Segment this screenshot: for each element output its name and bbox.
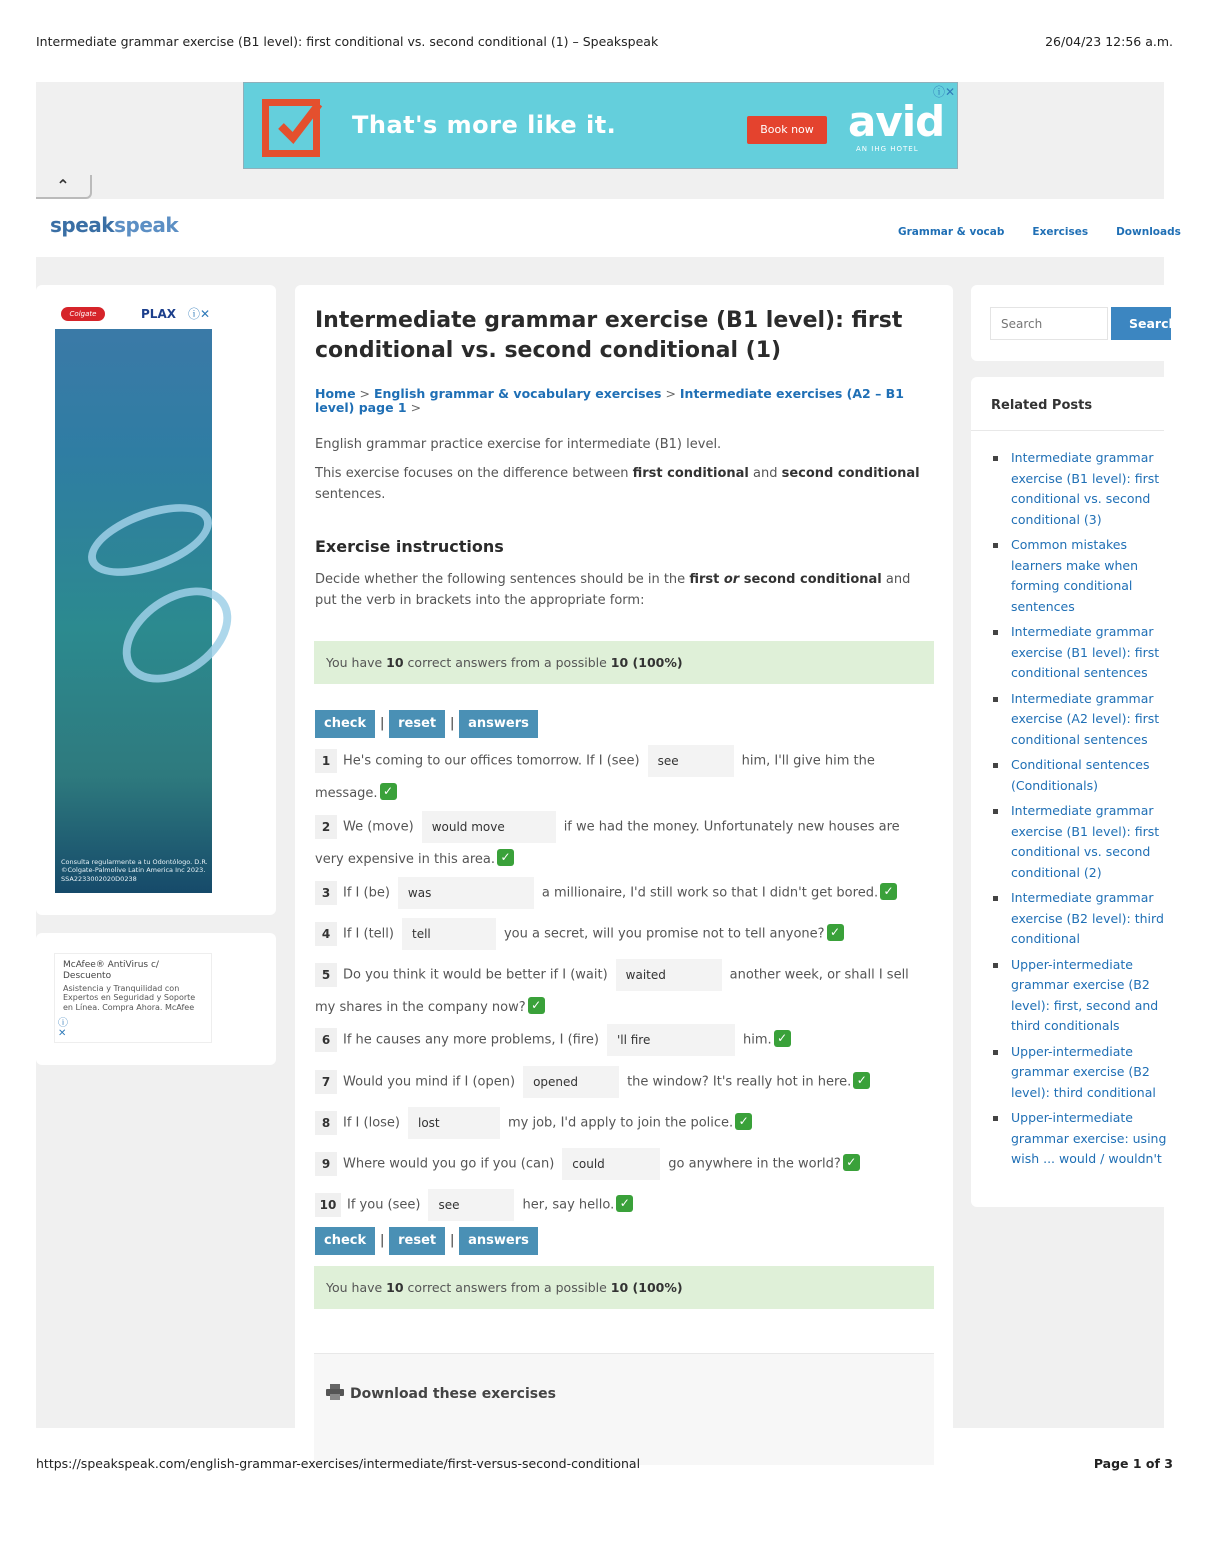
related-post-line: forming conditional	[1011, 578, 1133, 593]
logo-part-2: speak	[114, 213, 179, 237]
correct-check-icon: ✓	[528, 997, 545, 1014]
left-sidebar-ad-box	[36, 285, 276, 915]
question-4: 4 If I (tell) tell you a secret, will you promise not to tell anyone? ✓	[315, 918, 930, 951]
related-post-line: conditional vs. second	[1011, 491, 1151, 506]
mcafee-ad-body: Asistencia y Tranquilidad con Expertos en Seguridad y Soporte en Línea. Compra Ahora. McAfee	[63, 983, 196, 1012]
print-footer-page: Page 1 of 3	[1093, 1456, 1173, 1471]
question-1: 1 He's coming to our offices tomorrow. If I (see) see him, I'll give him the message. ✓	[315, 745, 930, 810]
answer-input[interactable]: see	[428, 1189, 514, 1221]
answer-input[interactable]: was	[398, 877, 534, 909]
question-3: 3 If I (be) was a millionaire, I'd still work so that I didn't get bored. ✓	[315, 877, 930, 910]
question-2: 2 We (move) would move if we had the money. Unfortunately new houses are very expensive in this area. ✓	[315, 811, 930, 876]
related-post-line: grammar exercise (B2	[1011, 1064, 1150, 1079]
page-title: Intermediate grammar exercise (B1 level): first conditional vs. second conditional (1)	[315, 308, 903, 364]
ad-brand-subtitle: AN IHG HOTEL	[856, 145, 919, 153]
nav-exercises[interactable]: Exercises	[1032, 226, 1089, 238]
question-10: 10 If you (see) see her, say hello. ✓	[315, 1189, 930, 1222]
search-button[interactable]: Search	[1111, 307, 1171, 340]
related-post-line: conditional vs. second	[1011, 844, 1151, 859]
print-footer-url: https://speakspeak.com/english-grammar-exercises/intermediate/first-versus-second-conditional	[36, 1456, 641, 1471]
search-widget	[971, 285, 1178, 361]
related-post-line: Intermediate grammar	[1011, 624, 1154, 639]
answer-input[interactable]: 'll fire	[607, 1024, 735, 1056]
related-post-line: exercise (B1 level): first	[1011, 644, 1160, 660]
main-nav	[898, 226, 1209, 238]
answers-button[interactable]: answers	[459, 1227, 538, 1255]
breadcrumb-separator: >	[661, 386, 680, 401]
divider	[971, 430, 1164, 431]
question-8: 8 If I (lose) lost my job, I'd apply to join the police. ✓	[315, 1107, 930, 1140]
correct-check-icon: ✓	[380, 783, 397, 800]
question-7: 7 Would you mind if I (open) opened the window? It's really hot in here. ✓	[315, 1066, 930, 1099]
print-header	[36, 34, 1173, 52]
related-post-link[interactable]	[991, 689, 1164, 751]
ad-close-icon[interactable]: ⓘ✕	[932, 85, 955, 99]
related-post-line: Intermediate grammar	[1011, 690, 1154, 706]
related-post-line: conditional sentences	[1011, 731, 1148, 747]
intro-text	[315, 435, 925, 513]
answers-button[interactable]: answers	[459, 710, 538, 738]
question-number: 8	[315, 1111, 337, 1135]
answer-input[interactable]: opened	[523, 1066, 619, 1098]
mcafee-ad[interactable]	[54, 953, 212, 1043]
exercise-controls-bottom: check | reset | answers	[315, 1227, 538, 1255]
question-number: 4	[315, 922, 337, 946]
related-posts-list	[991, 448, 1167, 1175]
ad-book-now-button[interactable]: Book now	[747, 116, 827, 144]
ad-legal-text: Consulta regularmente a tu Odontólogo. D.R. ©Colgate-Palmolive Latin America Inc 2023. SSA2233002020D0238	[61, 857, 208, 883]
skyscraper-ad[interactable]	[55, 305, 212, 893]
related-post-line: grammar exercise: using	[1011, 1130, 1167, 1146]
ad-brand-logo: avid	[848, 97, 945, 146]
related-post-line: conditional (2)	[1011, 864, 1102, 880]
print-footer	[36, 1456, 1173, 1471]
ad-ring-graphic	[79, 490, 222, 591]
score-message-bottom: You have 10 correct answers from a possible 10 (100%)	[314, 1266, 934, 1309]
related-post-line: conditional	[1011, 931, 1080, 946]
related-post-line: level): third conditional	[1011, 1084, 1156, 1100]
breadcrumb	[315, 387, 925, 416]
answer-input[interactable]: waited	[616, 959, 722, 991]
print-header-date: 26/04/23 12:56 a.m.	[1045, 34, 1173, 49]
related-post-line: (Conditionals)	[1011, 777, 1099, 793]
search-input[interactable]	[990, 307, 1108, 340]
question-number: 9	[315, 1152, 337, 1176]
reset-button[interactable]: reset	[389, 1227, 445, 1255]
question-number: 5	[315, 963, 337, 987]
download-exercises-link[interactable]: Download these exercises	[326, 1384, 556, 1402]
printer-icon	[326, 1384, 344, 1400]
related-post-line: exercise (A2 level): first	[1011, 711, 1160, 726]
check-button[interactable]: check	[315, 710, 375, 738]
related-post-line: learners make when	[1011, 557, 1139, 573]
top-ad-banner[interactable]	[243, 82, 958, 169]
related-post-line: Intermediate grammar	[1011, 450, 1154, 465]
correct-check-icon: ✓	[880, 883, 897, 900]
related-post-line: exercise (B2 level): third	[1011, 910, 1164, 926]
plax-logo: PLAX	[141, 307, 176, 321]
related-post-line: sentences	[1011, 598, 1075, 614]
correct-check-icon: ✓	[843, 1154, 860, 1171]
colgate-logo: Colgate	[61, 307, 105, 321]
ad-headline: That's more like it.	[352, 111, 617, 139]
breadcrumb-exercises[interactable]: English grammar & vocabulary exercises	[373, 386, 662, 401]
site-header	[36, 199, 1181, 257]
answer-input[interactable]: tell	[402, 918, 496, 950]
reset-button[interactable]: reset	[389, 710, 445, 738]
answer-input[interactable]: see	[648, 745, 734, 777]
breadcrumb-home[interactable]: Home	[315, 386, 356, 401]
answer-input[interactable]: could	[562, 1148, 660, 1180]
collapse-ad-button[interactable]	[36, 175, 92, 199]
related-post-line: level): first, second and	[1011, 997, 1159, 1013]
intro-paragraph-2: This exercise focuses on the difference between first conditional and second conditional sentences.	[315, 465, 920, 502]
question-9: 9 Where would you go if you (can) could go anywhere in the world? ✓	[315, 1148, 930, 1181]
related-post-line: Upper-intermediate	[1011, 1043, 1133, 1059]
question-5: 5 Do you think it would be better if I (wait) waited another week, or shall I sell my shares in the company now? ✓	[315, 959, 930, 1024]
ad-close-icon[interactable]: ⓘ✕	[187, 307, 210, 321]
correct-check-icon: ✓	[735, 1113, 752, 1130]
correct-check-icon: ✓	[774, 1030, 791, 1047]
related-post-link[interactable]	[991, 1108, 1167, 1170]
checkmark-logo-icon	[262, 99, 320, 157]
related-post-link[interactable]	[991, 535, 1164, 617]
related-post-line: wish ... would / wouldn't	[1011, 1151, 1162, 1166]
correct-check-icon: ✓	[827, 924, 844, 941]
related-post-line: Upper-intermediate	[1011, 1110, 1133, 1125]
intro-paragraph-1: English grammar practice exercise for intermediate (B1) level.	[315, 437, 722, 452]
print-header-title: Intermediate grammar exercise (B1 level): first conditional vs. second conditional (1) – Speakspeak	[36, 34, 659, 49]
related-post-link[interactable]	[991, 1042, 1164, 1104]
related-post-link[interactable]	[991, 622, 1164, 684]
related-post-link[interactable]	[991, 755, 1164, 796]
related-post-line: third conditionals	[1011, 1018, 1120, 1033]
related-post-link[interactable]	[991, 448, 1164, 530]
question-number: 6	[315, 1028, 337, 1052]
related-post-line: exercise (B1 level): first	[1011, 823, 1160, 839]
related-post-link[interactable]	[991, 955, 1164, 1037]
question-number: 10	[315, 1193, 341, 1217]
question-number: 2	[315, 815, 337, 839]
instructions-heading: Exercise instructions	[315, 537, 504, 556]
question-number: 1	[315, 749, 337, 773]
check-button[interactable]: check	[315, 1227, 375, 1255]
instructions-text: Decide whether the following sentences should be in the first or second conditional and put the verb in brackets into the appropriate form:	[315, 572, 911, 609]
exercise-controls-top: check | reset | answers	[315, 710, 538, 738]
breadcrumb-separator: >	[406, 400, 422, 416]
related-post-line: exercise (B1 level): first	[1011, 470, 1160, 486]
chevron-up-icon: ⌃	[56, 176, 70, 195]
page-viewport	[36, 82, 1181, 1428]
question-6: 6 If he causes any more problems, I (fire) 'll fire him. ✓	[315, 1024, 930, 1057]
related-posts-widget	[971, 377, 1167, 1207]
related-post-line: Common mistakes	[1011, 537, 1127, 552]
correct-check-icon: ✓	[497, 849, 514, 866]
related-posts-title: Related Posts	[991, 398, 1093, 413]
question-number: 3	[315, 881, 337, 905]
related-post-line: Conditional sentences	[1011, 757, 1150, 772]
nav-grammar-vocab[interactable]: Grammar & vocab	[898, 226, 1005, 238]
download-section	[314, 1353, 934, 1465]
logo-part-1: speak	[50, 213, 115, 237]
score-message-top: You have 10 correct answers from a possible 10 (100%)	[314, 641, 934, 684]
answer-input[interactable]: lost	[408, 1107, 500, 1139]
related-post-line: conditional (3)	[1011, 511, 1102, 527]
left-sidebar-ad-box-2	[36, 933, 276, 1065]
related-post-link[interactable]	[991, 888, 1164, 950]
main-content	[295, 285, 953, 1465]
breadcrumb-intermediate[interactable]: Intermediate exercises (A2 – B1 level) page 1	[315, 386, 904, 416]
breadcrumb-separator: >	[355, 386, 374, 401]
answer-input[interactable]: would move	[422, 811, 556, 843]
ad-ring-graphic	[105, 568, 249, 702]
related-post-link[interactable]	[991, 801, 1164, 883]
site-logo[interactable]	[50, 213, 178, 237]
related-post-line: Intermediate grammar	[1011, 890, 1154, 905]
mcafee-ad-title: McAfee® AntiVirus c/ Descuento	[63, 960, 159, 981]
ad-info-close-icon[interactable]: ⓘ ✕	[58, 1018, 68, 1039]
question-number: 7	[315, 1070, 337, 1094]
related-post-line: Intermediate grammar	[1011, 803, 1154, 818]
nav-downloads[interactable]: Downloads	[1116, 226, 1181, 238]
skyscraper-ad-header	[55, 305, 212, 329]
related-post-line: conditional sentences	[1011, 665, 1148, 680]
correct-check-icon: ✓	[616, 1195, 633, 1212]
related-post-line: grammar exercise (B2	[1011, 977, 1150, 992]
correct-check-icon: ✓	[853, 1072, 870, 1089]
related-post-line: Upper-intermediate	[1011, 956, 1133, 972]
